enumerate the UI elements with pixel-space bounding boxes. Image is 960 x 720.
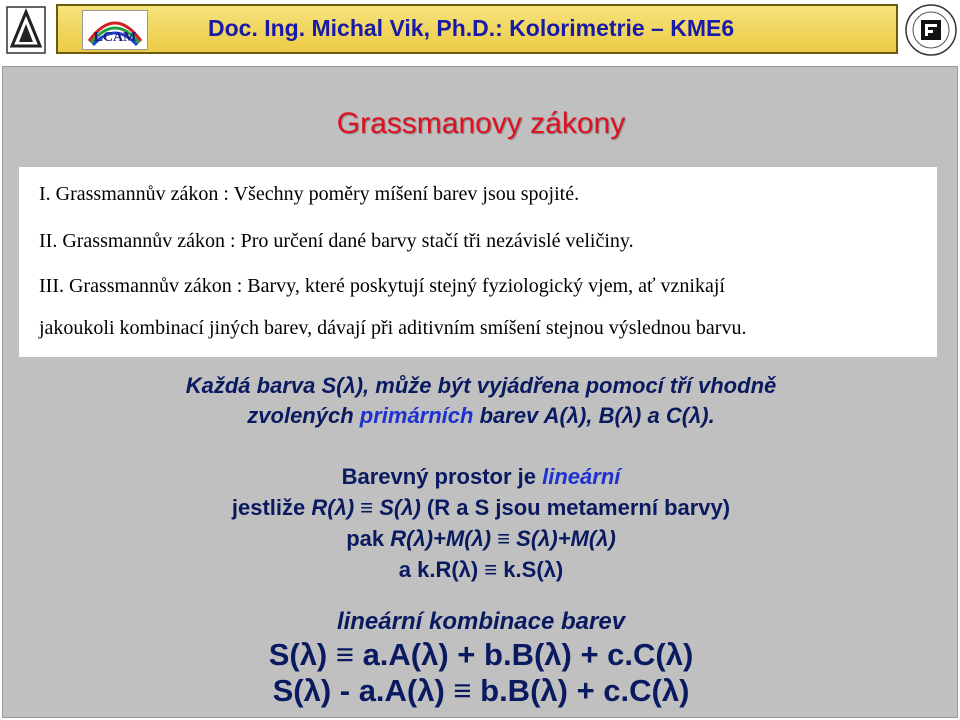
para1-line2: [3, 401, 959, 431]
color-definition-paragraph: [3, 371, 959, 431]
para1-primary-term: primárních: [359, 403, 474, 428]
lcam-logo: [82, 10, 148, 50]
para2-line1-text: Barevný prostor je: [341, 464, 543, 489]
para2-line1: [3, 461, 959, 492]
para2-line2-formula: R(λ) ≡ S(λ): [311, 495, 421, 520]
lcam-logo-icon: [83, 11, 147, 49]
para1-text-c: barev A(λ), B(λ) a C(λ).: [473, 403, 715, 428]
equation-1: S(λ) ≡ a.A(λ) + b.B(λ) + c.C(λ): [268, 637, 694, 672]
slide-content: [2, 66, 958, 718]
para2-line2: [3, 492, 959, 523]
para2-line4: a k.R(λ) ≡ k.S(λ): [398, 557, 564, 582]
faculty-seal-icon: [904, 2, 958, 58]
para1-line1: Každá barva S(λ), může být vyjádřena pomocí tří vhodně: [185, 373, 777, 398]
law-1: I. Grassmannův zákon : Všechny poměry míšení barev jsou spojité.: [39, 183, 580, 205]
header-bar: [0, 0, 960, 64]
para2-line2-text-a: jestliže: [231, 495, 312, 520]
law-3-line-2: jakoukoli kombinací jiných barev, dávají při aditivním smíšení stejnou výslednou barvu.: [39, 317, 747, 339]
svg-text:LCAM: LCAM: [93, 30, 137, 45]
linear-combination-subtitle: lineární kombinace barev: [336, 608, 626, 635]
grassmann-laws-box: [19, 167, 937, 357]
title-banner: [56, 4, 898, 54]
para2-line3-text: pak: [346, 526, 391, 551]
linear-space-paragraph: [3, 461, 959, 585]
para2-line3: [3, 523, 959, 554]
linear-combination-paragraph: [3, 607, 959, 709]
law-2: II. Grassmannův zákon : Pro určení dané barvy stačí tři nezávislé veličiny.: [39, 230, 634, 252]
para2-line2-text-c: (R a S jsou metamerní barvy): [420, 495, 731, 520]
university-logo-icon: [6, 6, 46, 54]
equation-2: S(λ) - a.A(λ) ≡ b.B(λ) + c.C(λ): [272, 673, 690, 708]
para2-line3-formula: R(λ)+M(λ) ≡ S(λ)+M(λ): [390, 526, 616, 551]
slide-title: Grassmanovy zákony: [336, 107, 626, 140]
header-title: Doc. Ing. Michal Vik, Ph.D.: Kolorimetrie – KME6: [208, 15, 735, 41]
para2-linear-term: lineární: [542, 464, 621, 489]
law-3-line-1: III. Grassmannův zákon : Barvy, které poskytují stejný fyziologický vjem, ať vznikají: [39, 275, 725, 297]
para1-text-a: zvolených: [247, 403, 360, 428]
